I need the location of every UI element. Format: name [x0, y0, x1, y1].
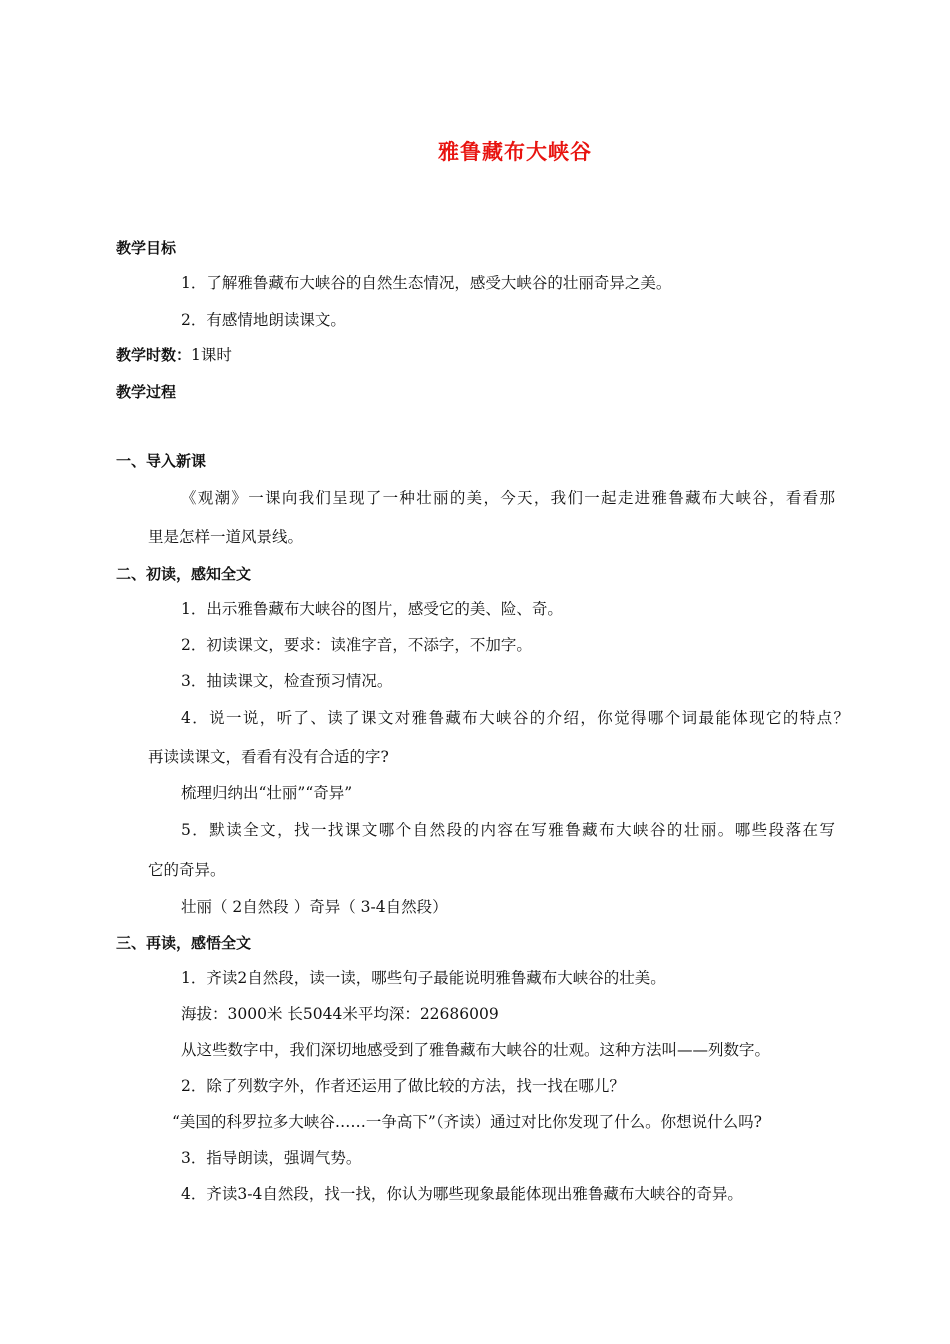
- section-2-heading: 二、初读，感知全文: [116, 565, 252, 583]
- section-3-data-line: 海拔：3000米 长5044米平均深：22686009: [181, 1005, 499, 1023]
- section-2-item-4-line-1: 4．说一说，听了、读了课文对雅鲁藏布大峡谷的介绍，你觉得哪个词最能体现它的特点？: [181, 709, 849, 727]
- section-3-heading: 三、再读，感悟全文: [116, 934, 252, 952]
- section-2-item-2: 2．初读课文，要求：读准字音，不添字，不加字。: [181, 636, 532, 654]
- section-2-answer: 壮丽（ 2自然段 ）奇异（ 3-4自然段）: [181, 898, 448, 916]
- section-2-item-5-line-1: 5．默读全文，找一找课文哪个自然段的内容在写雅鲁藏布大峡谷的壮丽。哪些段落在写: [181, 821, 835, 839]
- section-3-item-3: 3．指导朗读，强调气势。: [181, 1149, 362, 1167]
- document-title: 雅鲁藏布大峡谷: [438, 140, 592, 164]
- goal-item-1: 1．了解雅鲁藏布大峡谷的自然生态情况，感受大峡谷的壮丽奇异之美。: [181, 274, 672, 292]
- teaching-time-label: 教学时数：: [116, 346, 192, 364]
- section-2-summary: 梳理归纳出“壮丽”“奇异”: [181, 784, 353, 802]
- goal-item-2: 2．有感情地朗读课文。: [181, 311, 346, 329]
- teaching-time: [116, 345, 232, 365]
- section-3-item-1: 1．齐读2自然段，读一读，哪些句子最能说明雅鲁藏布大峡谷的壮美。: [181, 969, 666, 987]
- section-2-item-5-line-2: 它的奇异。: [148, 861, 226, 879]
- section-3-quote: “美国的科罗拉多大峡谷……一争高下”（齐读）通过对比你发现了什么。你想说什么吗?: [172, 1113, 762, 1131]
- section-3-item-2: 2．除了列数字外，作者还运用了做比较的方法，找一找在哪儿？: [181, 1077, 625, 1095]
- process-heading: 教学过程: [116, 383, 177, 401]
- section-2-item-4-line-2: 再读读课文，看看有没有合适的字?: [148, 748, 389, 766]
- section-1-paragraph-line-2: 里是怎样一道风景线。: [148, 528, 304, 546]
- section-3-item-4: 4．齐读3-4自然段，找一找，你认为哪些现象最能体现出雅鲁藏布大峡谷的奇异。: [181, 1185, 743, 1203]
- section-2-item-1: 1．出示雅鲁藏布大峡谷的图片，感受它的美、险、奇。: [181, 600, 563, 618]
- section-1-heading: 一、导入新课: [116, 452, 207, 470]
- section-1-paragraph-line-1: 《观潮》一课向我们呈现了一种壮丽的美，今天，我们一起走进雅鲁藏布大峡谷，看看那: [181, 489, 835, 507]
- teaching-time-value: 1课时: [191, 346, 232, 364]
- section-2-item-3: 3．抽读课文，检查预习情况。: [181, 672, 393, 690]
- goal-heading: 教学目标: [116, 239, 177, 257]
- section-3-method: 从这些数字中，我们深切地感受到了雅鲁藏布大峡谷的壮观。这种方法叫——列数字。: [181, 1041, 771, 1059]
